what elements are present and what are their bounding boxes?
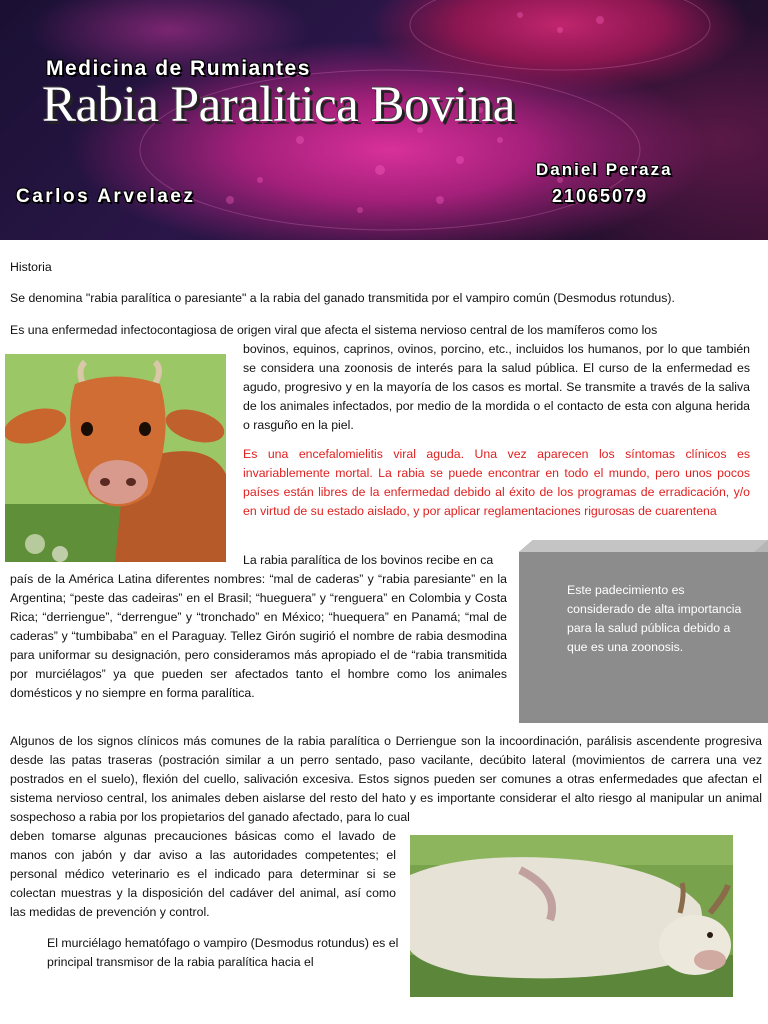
author-left: Carlos Arvelaez	[16, 186, 196, 207]
paragraph-4-body: Algunos de los signos clínicos más comunes de la rabia paralítica o Derriengue son la incoordinación, parálisis ascendente progresiva desde las patas traseras (postración similar a un perro sentado, paso vacilante, decúbito lateral (movimientos de carrera una vez postrados en el suelo), flexión del cuello, salivación excesiva. Estos signos pueden ser comunes a otras enfermedades que afectan el sistema nervioso central, los animales deben aislarse del resto del hato y es importante considerar el alto riesgo al manipular un animal sospechoso a rabia por los propietarios del ganado afectado, para lo cual	[10, 734, 762, 824]
sick-cow-photo	[410, 835, 733, 997]
paragraph-5: El murciélago hematófago o vampiro (Desmodus rotundus) es el principal transmisor de la rabia paralítica hacia el	[47, 936, 399, 969]
intro-paragraph: Se denomina "rabia paralítica o paresiante" a la rabia del ganado transmitida por el vampiro común (Desmodus rotundus).	[10, 291, 675, 305]
paragraph-3-first-line: La rabia paralítica de los bovinos recibe en ca	[243, 553, 494, 567]
callout-text: Este padecimiento es considerado de alta importancia para la salud pública debido a que es una zoonosis.	[567, 583, 742, 654]
callout-box	[519, 540, 768, 723]
cow-illustration	[5, 354, 226, 562]
author-right-id: 21065079	[552, 186, 649, 206]
paragraph-3-body: país de la América Latina diferentes nombres: “mal de caderas” y “rabia paresiante” en la Argentina; “peste das cadeiras” en el Brasil; “hueguera” y “renguera” en Colombia y Costa Rica; “derriengue”, “derrengue” y “tronchado” en México; “huequera” en Panamá; “mal de caderas” y “tumbibaba” en el Paraguay. Tellez Girón sugirió el nombre de rabia desmodina para uniformar su designación, pero consideramos más apropiado el de “rabia transmitida por murciélagos” ya que pueden ser afectados tanto el hombre como los animales domésticos y no siempre en forma paralítica.	[10, 572, 507, 700]
banner-subtitle: Medicina de Rumiantes	[46, 57, 311, 80]
banner-title: Rabia Paralitica Bovina	[42, 77, 515, 133]
paragraph-1-first-line: Es una enfermedad infectocontagiosa de origen viral que afecta el sistema nervioso central de los mamíferos como los	[10, 323, 658, 337]
cow-head-photo	[5, 354, 226, 562]
paragraph-4-continued: deben tomarse algunas precauciones básicas como el lavado de manos con jabón y dar aviso a las autoridades competentes; el personal médico veterinario es el indicado para determinar si se colectan muestras y la disposición del cadáver del animal, así como las medidas de prevención y control.	[10, 829, 396, 919]
paragraph-2-highlight: Es una encefalomielitis viral aguda. Una vez aparecen los síntomas clínicos es invariablemente mortal. La rabia se puede encontrar en todo el mundo, pero unos pocos países están libres de la enfermedad debido al éxito de los programas de erradicación, y/o en virtud de su estado aislado, y por aplicar reglamentaciones rigurosas de cuarentena	[243, 447, 750, 518]
header-banner	[0, 0, 768, 240]
paragraph-1-body: bovinos, equinos, caprinos, ovinos, porcino, etc., incluidos los humanos, por lo que también se considera una zoonosis de interés para la salud pública. El curso de la enfermedad es agudo, progresivo y en la mayoría de los casos es mortal. Se transmite a través de la saliva de los animales infectados, por medio de la mordida o el contacto de esta con alguna herida o rasguño en la piel.	[243, 342, 750, 432]
section-heading: Historia	[10, 260, 52, 274]
author-right: Daniel Peraza	[536, 160, 673, 179]
sick-cow-illustration	[410, 835, 733, 997]
